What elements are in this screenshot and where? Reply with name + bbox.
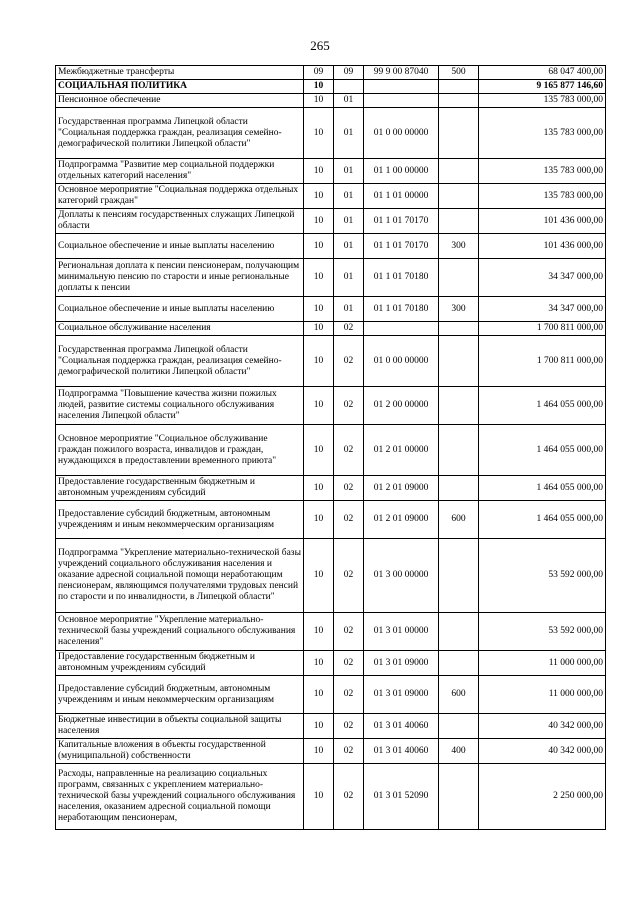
row-section-code: 10 <box>304 322 334 336</box>
row-amount: 53 592 000,00 <box>479 613 606 651</box>
row-section-code: 10 <box>304 259 334 297</box>
row-section-code: 10 <box>304 209 334 234</box>
row-target-article: 01 1 01 00000 <box>364 184 439 209</box>
row-target-article: 01 1 01 70170 <box>364 209 439 234</box>
row-section-code: 10 <box>304 297 334 322</box>
row-section-code: 10 <box>304 94 334 108</box>
row-name: Межбюджетные трансферты <box>56 66 304 80</box>
row-amount: 1 464 055 000,00 <box>479 387 606 425</box>
row-subsection-code: 02 <box>334 714 364 739</box>
row-name: Основное мероприятие "Социальная поддержка отдельных категорий граждан" <box>56 184 304 209</box>
row-amount: 40 342 000,00 <box>479 714 606 739</box>
row-section-code: 10 <box>304 234 334 259</box>
row-name: СОЦИАЛЬНАЯ ПОЛИТИКА <box>56 80 304 94</box>
row-expense-type <box>439 539 479 613</box>
row-target-article: 01 3 01 09000 <box>364 676 439 714</box>
row-name: Основное мероприятие "Укрепление материально-технической базы учреждений социального обслуживания населения" <box>56 613 304 651</box>
table-row <box>56 209 606 234</box>
table-row <box>56 184 606 209</box>
row-name: Предоставление государственным бюджетным и автономным учреждениям субсидий <box>56 651 304 676</box>
row-name: Социальное обеспечение и иные выплаты населению <box>56 234 304 259</box>
row-amount: 1 700 811 000,00 <box>479 322 606 336</box>
row-target-article: 99 9 00 87040 <box>364 66 439 80</box>
table-row <box>56 714 606 739</box>
row-expense-type <box>439 80 479 94</box>
row-name: Доплаты к пенсиям государственных служащих Липецкой области <box>56 209 304 234</box>
row-section-code: 10 <box>304 184 334 209</box>
row-section-code: 10 <box>304 676 334 714</box>
row-amount: 40 342 000,00 <box>479 739 606 764</box>
row-subsection-code: 01 <box>334 297 364 322</box>
table-row <box>56 676 606 714</box>
row-name: Пенсионное обеспечение <box>56 94 304 108</box>
row-amount: 1 464 055 000,00 <box>479 425 606 476</box>
row-subsection-code: 02 <box>334 651 364 676</box>
row-subsection-code: 01 <box>334 234 364 259</box>
row-name: Государственная программа Липецкой области "Социальная поддержка граждан, реализация семейно-демографической политики Липецкой области" <box>56 336 304 387</box>
row-expense-type <box>439 209 479 234</box>
row-section-code: 10 <box>304 387 334 425</box>
row-expense-type <box>439 322 479 336</box>
row-name: Подпрограмма "Развитие мер социальной поддержки отдельных категорий населения" <box>56 159 304 184</box>
row-expense-type: 400 <box>439 739 479 764</box>
row-target-article: 01 1 01 70170 <box>364 234 439 259</box>
row-target-article: 01 0 00 00000 <box>364 108 439 159</box>
row-amount: 135 783 000,00 <box>479 184 606 209</box>
row-target-article: 01 1 01 70180 <box>364 297 439 322</box>
row-target-article: 01 3 00 00000 <box>364 539 439 613</box>
row-expense-type <box>439 425 479 476</box>
table-row <box>56 159 606 184</box>
row-subsection-code: 02 <box>334 539 364 613</box>
table-row <box>56 425 606 476</box>
row-expense-type <box>439 714 479 739</box>
row-name: Расходы, направленные на реализацию социальных программ, связанных с укреплением материально-технической базы учреждений социального обслуживания населения, оказанием адресной социальной помощи неработающим пенсионерам, <box>56 764 304 830</box>
row-amount: 1 700 811 000,00 <box>479 336 606 387</box>
row-amount: 34 347 000,00 <box>479 297 606 322</box>
row-amount: 11 000 000,00 <box>479 676 606 714</box>
row-amount: 2 250 000,00 <box>479 764 606 830</box>
row-expense-type: 300 <box>439 297 479 322</box>
table-row <box>56 322 606 336</box>
table-row <box>56 651 606 676</box>
table-row <box>56 66 606 80</box>
row-subsection-code: 02 <box>334 425 364 476</box>
table-row <box>56 501 606 539</box>
table-row <box>56 234 606 259</box>
row-name: Бюджетные инвестиции в объекты социальной защиты населения <box>56 714 304 739</box>
row-section-code: 10 <box>304 651 334 676</box>
row-section-code: 10 <box>304 476 334 501</box>
table-row <box>56 108 606 159</box>
row-target-article: 01 3 01 40060 <box>364 739 439 764</box>
table-row <box>56 80 606 94</box>
row-expense-type <box>439 184 479 209</box>
table-row <box>56 476 606 501</box>
row-section-code: 10 <box>304 714 334 739</box>
row-name: Предоставление субсидий бюджетным, автономным учреждениям и иным некоммерческим организациям <box>56 501 304 539</box>
table-row <box>56 613 606 651</box>
row-expense-type <box>439 387 479 425</box>
table-row <box>56 539 606 613</box>
table-row <box>56 764 606 830</box>
row-name: Предоставление субсидий бюджетным, автономным учреждениям и иным некоммерческим организациям <box>56 676 304 714</box>
row-subsection-code: 02 <box>334 739 364 764</box>
row-target-article: 01 0 00 00000 <box>364 336 439 387</box>
row-section-code: 10 <box>304 539 334 613</box>
page-number: 265 <box>310 38 330 53</box>
row-name: Государственная программа Липецкой области "Социальная поддержка граждан, реализация семейно-демографической политики Липецкой области" <box>56 108 304 159</box>
table-row <box>56 259 606 297</box>
row-subsection-code: 01 <box>334 108 364 159</box>
row-name: Капитальные вложения в объекты государственной (муниципальной) собственности <box>56 739 304 764</box>
row-section-code: 10 <box>304 501 334 539</box>
budget-table <box>55 65 606 830</box>
row-amount: 53 592 000,00 <box>479 539 606 613</box>
row-target-article: 01 3 01 00000 <box>364 613 439 651</box>
row-section-code: 10 <box>304 764 334 830</box>
row-target-article: 01 2 01 09000 <box>364 476 439 501</box>
row-target-article <box>364 322 439 336</box>
row-amount: 101 436 000,00 <box>479 209 606 234</box>
row-subsection-code: 01 <box>334 94 364 108</box>
row-expense-type <box>439 476 479 501</box>
row-target-article: 01 2 00 00000 <box>364 387 439 425</box>
row-expense-type <box>439 651 479 676</box>
row-target-article: 01 3 01 40060 <box>364 714 439 739</box>
row-section-code: 10 <box>304 80 334 94</box>
row-expense-type <box>439 108 479 159</box>
table-row <box>56 739 606 764</box>
row-expense-type <box>439 764 479 830</box>
row-target-article: 01 2 01 09000 <box>364 501 439 539</box>
row-subsection-code: 02 <box>334 336 364 387</box>
row-section-code: 09 <box>304 66 334 80</box>
table-row <box>56 94 606 108</box>
row-expense-type <box>439 94 479 108</box>
row-subsection-code <box>334 80 364 94</box>
table-row <box>56 336 606 387</box>
row-subsection-code: 09 <box>334 66 364 80</box>
row-section-code: 10 <box>304 613 334 651</box>
row-amount: 135 783 000,00 <box>479 108 606 159</box>
row-subsection-code: 02 <box>334 501 364 539</box>
row-name: Социальное обеспечение и иные выплаты населению <box>56 297 304 322</box>
row-section-code: 10 <box>304 159 334 184</box>
row-target-article <box>364 80 439 94</box>
row-target-article: 01 3 01 09000 <box>364 651 439 676</box>
row-section-code: 10 <box>304 739 334 764</box>
row-target-article: 01 2 01 00000 <box>364 425 439 476</box>
row-subsection-code: 02 <box>334 764 364 830</box>
row-name: Предоставление государственным бюджетным и автономным учреждениям субсидий <box>56 476 304 501</box>
row-amount: 68 047 400,00 <box>479 66 606 80</box>
row-name: Основное мероприятие "Социальное обслуживание граждан пожилого возраста, инвалидов и граждан, нуждающихся в предоставлении временного приюта" <box>56 425 304 476</box>
row-name: Региональная доплата к пенсии пенсионерам, получающим минимальную пенсию по старости и иные региональные доплаты к пенсии <box>56 259 304 297</box>
row-amount: 135 783 000,00 <box>479 159 606 184</box>
table-row <box>56 387 606 425</box>
row-target-article: 01 1 01 70180 <box>364 259 439 297</box>
row-subsection-code: 01 <box>334 159 364 184</box>
row-target-article <box>364 94 439 108</box>
row-subsection-code: 02 <box>334 322 364 336</box>
row-subsection-code: 01 <box>334 259 364 297</box>
row-amount: 34 347 000,00 <box>479 259 606 297</box>
row-name: Подпрограмма "Укрепление материально-технической базы учреждений социального обслуживания населения и оказание адресной социальной помощи неработающим пенсионерам, являющимся получателями трудовых пенсий по старости и по инвалидности, в Липецкой области" <box>56 539 304 613</box>
row-expense-type: 600 <box>439 501 479 539</box>
row-expense-type <box>439 259 479 297</box>
row-amount: 9 165 877 146,60 <box>479 80 606 94</box>
row-target-article: 01 1 00 00000 <box>364 159 439 184</box>
row-expense-type <box>439 159 479 184</box>
row-section-code: 10 <box>304 336 334 387</box>
row-expense-type <box>439 336 479 387</box>
table-row <box>56 297 606 322</box>
row-section-code: 10 <box>304 425 334 476</box>
row-amount: 1 464 055 000,00 <box>479 476 606 501</box>
row-subsection-code: 02 <box>334 476 364 501</box>
row-expense-type: 500 <box>439 66 479 80</box>
row-subsection-code: 01 <box>334 209 364 234</box>
row-expense-type: 300 <box>439 234 479 259</box>
row-name: Подпрограмма "Повышение качества жизни пожилых людей, развитие системы социального обслуживания населения Липецкой области" <box>56 387 304 425</box>
row-expense-type <box>439 613 479 651</box>
budget-table-body <box>56 66 606 830</box>
row-expense-type: 600 <box>439 676 479 714</box>
row-amount: 135 783 000,00 <box>479 94 606 108</box>
row-amount: 1 464 055 000,00 <box>479 501 606 539</box>
row-name: Социальное обслуживание населения <box>56 322 304 336</box>
row-target-article: 01 3 01 52090 <box>364 764 439 830</box>
row-section-code: 10 <box>304 108 334 159</box>
row-subsection-code: 02 <box>334 676 364 714</box>
row-subsection-code: 02 <box>334 387 364 425</box>
row-amount: 11 000 000,00 <box>479 651 606 676</box>
row-subsection-code: 02 <box>334 613 364 651</box>
row-amount: 101 436 000,00 <box>479 234 606 259</box>
row-subsection-code: 01 <box>334 184 364 209</box>
